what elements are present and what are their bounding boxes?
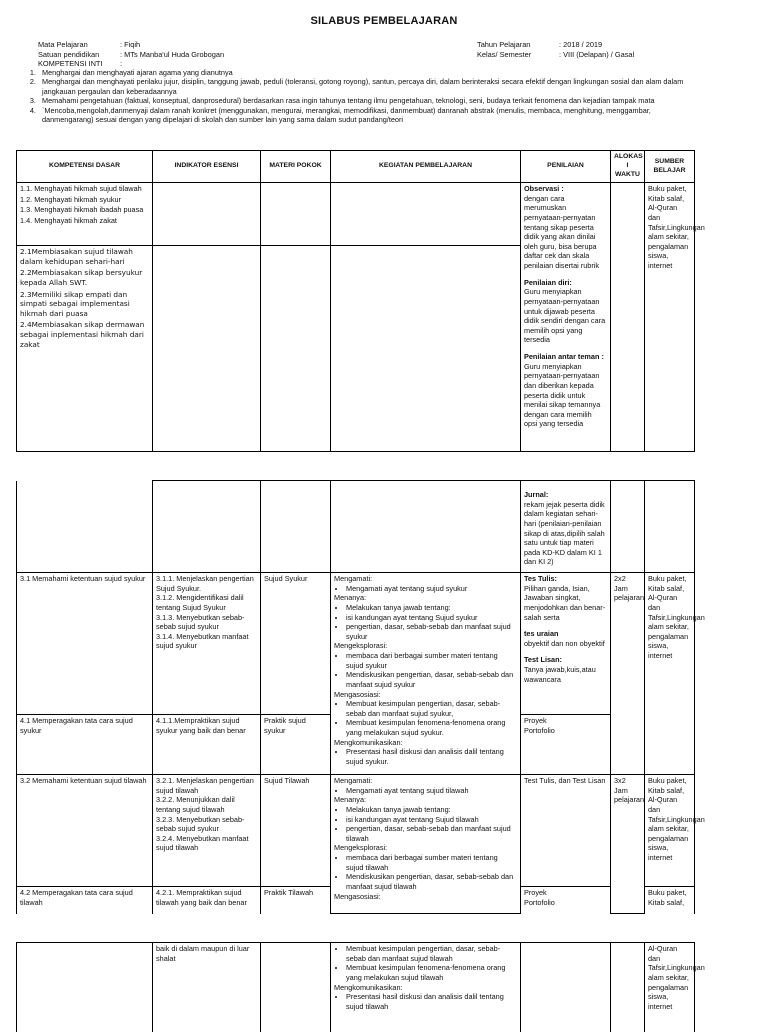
- ki-label: KOMPETENSI INTI: [38, 59, 120, 69]
- sumber-cell: Al-Quran dan Tafsir,Lingkungan alam sekitar, pengalaman siswa, internet: [645, 943, 695, 1032]
- penilaian-head: Penilaian antar teman :: [524, 352, 607, 362]
- materi-cell: Sujud Syukur: [261, 573, 331, 715]
- header-left: [38, 40, 224, 69]
- step-item: • Mendiskusikan pengertian, dasar, sebab-sebab dan manfaat sujud syukur: [346, 670, 517, 689]
- penilaian-body: dengan cara merumuskan pernyataan-pernyatan tentang sikap peserta didik yang akan dinilai oleh guru, bisa berupa daftar cek dan skala penilaian disertai rubrik: [524, 194, 607, 271]
- step-item: • membaca dari berbagai sumber materi tentang sujud tilawah: [346, 853, 517, 872]
- col-header-kegiatan: KEGIATAN PEMBELAJARAN: [331, 151, 521, 183]
- kd-item: 1.3. Menghayati hikmah ibadah puasa: [20, 205, 149, 215]
- year-label: Tahun Pelajaran: [477, 40, 559, 50]
- syllabus-table-1: [16, 150, 695, 452]
- kd-ki2-cell: [17, 246, 153, 452]
- penilaian-head: Penilaian diri:: [524, 278, 607, 288]
- kd-item: 2.1Membiasakan sujud tilawah dalam kehidupan sehari-hari: [20, 247, 149, 266]
- step-item: • pengertian, dasar, sebab-sebab dan manfaat sujud syukur: [346, 622, 517, 641]
- step-item: • isi kandungan ayat tentang Sujud syukur: [346, 613, 517, 623]
- step-item: • Melakukan tanya jawab tentang:: [346, 603, 517, 613]
- kegiatan-cell: [331, 183, 521, 246]
- step-label: Menanya:: [334, 795, 517, 805]
- penilaian-body: obyektif dan non obyektif: [524, 639, 607, 649]
- kompetensi-inti-list: [24, 68, 700, 125]
- step-label: Mengamati:: [334, 574, 517, 584]
- penilaian-cell: [521, 943, 611, 1032]
- col-header-penilaian: PENILAIAN: [521, 151, 611, 183]
- materi-cell: [261, 943, 331, 1032]
- kd-item: 2.3Memiliki sikap empati dan simpati sebagai implementasi hikmah dari puasa: [20, 290, 149, 319]
- penilaian-head: Test Lisan:: [524, 655, 607, 665]
- step-label: Mengasosiasi:: [334, 690, 517, 700]
- kd-cell: [17, 943, 153, 1032]
- sumber-cell: Buku paket, Kitab salaf, Al-Quran dan Tafsir,Lingkungan alam sekitar, pengalaman siswa, internet: [645, 183, 695, 452]
- alokasi-cell: [611, 481, 645, 573]
- page-title: SILABUS PEMBELAJARAN: [0, 14, 768, 28]
- col-header-kd: KOMPETENSI DASAR: [17, 151, 153, 183]
- step-item: • Membuat kesimpulan pengertian, dasar, sebab-sebab dan manfaat sujud tilawah: [346, 944, 517, 963]
- sumber-cell: Buku paket, Kitab salaf, Al-Quran dan Tafsir,Lingkungan alam sekitar, pengalaman siswa, internet: [645, 775, 695, 887]
- step-item: • Presentasi hasil diskusi dan analisis dalil tentang sujud syukur.: [346, 747, 517, 766]
- materi-cell: [261, 481, 331, 573]
- materi-cell: Praktik Tilawah: [261, 887, 331, 914]
- kegiatan-cell: [331, 775, 521, 914]
- ki-item: 1. Menghargai dan menghayati ajaran agama yang dianutnya: [38, 68, 700, 77]
- ki-item: 2. Menghargai dan menghayati perilaku jujur, disiplin, tanggung jawab, peduli (toleransi, gotong royong), santun, percaya diri, dalam berinteraksi secara efektif dengan lingkungan sosial dan alam dalam jangkauan pergaulan dan keberadaannya: [38, 77, 700, 96]
- kd-item: 1.4. Menghayati hikmah zakat: [20, 216, 149, 226]
- materi-cell: Praktik sujud syukur: [261, 715, 331, 775]
- kd-cell: 3.2 Memahami ketentuan sujud tilawah: [17, 775, 153, 887]
- step-label: Mengamati:: [334, 776, 517, 786]
- ki-value: :: [120, 59, 224, 69]
- step-item: • Melakukan tanya jawab tentang:: [346, 805, 517, 815]
- materi-cell: [261, 246, 331, 452]
- indikator-cell: 3.1.1. Menjelaskan pengertian Sujud Syukur. 3.1.2. Mengidentifikasi dalil tentang Sujud Syukur 3.1.3. Menyebutkan sebab-sebab sujud syukur 3.1.4. Menyebutkan manfaat sujud syukur: [153, 573, 261, 715]
- header-right: [477, 40, 634, 59]
- kd-cell: 3.1 Memahami ketentuan sujud syukur: [17, 573, 153, 715]
- penilaian-head: Tes Tulis:: [524, 574, 607, 584]
- penilaian-cell: Proyek Portofolio: [521, 887, 611, 914]
- school-label: Satuan pendidikan: [38, 50, 120, 60]
- indikator-cell: 4.2.1. Mempraktikan sujud tilawah yang baik dan benar: [153, 887, 261, 914]
- indikator-cell: [153, 183, 261, 246]
- alokasi-cell: 2x2 Jam pelajaran: [611, 573, 645, 775]
- step-item: • Mendiskusikan pengertian, dasar, sebab-sebab dan manfaat sujud tilawah: [346, 872, 517, 891]
- kd-ki1-cell: [17, 183, 153, 246]
- penilaian-head: tes uraian: [524, 629, 607, 639]
- step-label: Mengeksplorasi:: [334, 843, 517, 853]
- ki-item: 3. Memahami pengetahuan (faktual, konseptual, danprosedural) berdasarkan rasa ingin tahunya tentang ilmu pengetahuan, teknologi, seni, budaya terkait fenomena dan kejadian tampak mata: [38, 96, 700, 105]
- step-item: • membaca dari berbagai sumber materi tentang sujud syukur: [346, 651, 517, 670]
- kd-item: 1.1. Menghayati hikmah sujud tilawah: [20, 184, 149, 194]
- penilaian-head: Observasi :: [524, 184, 607, 194]
- step-item: • pengertian, dasar, sebab-sebab dan manfaat sujud tilawah: [346, 824, 517, 843]
- col-header-alokasi: ALOKAS I WAKTU: [611, 151, 645, 183]
- step-item: • Membuat kesimpulan fenomena-fenomena orang yang melakukan sujud tilawah: [346, 963, 517, 982]
- penilaian-sikap-cell: [521, 183, 611, 452]
- indikator-cell: 3.2.1. Menjelaskan pengertian sujud tilawah 3.2.2. Menunjukkan dalil tentang sujud tilawah 3.2.3. Menyebutkan sebab-sebab sujud syukur 3.2.4. Menyebutkan manfaat sujud tilawah: [153, 775, 261, 887]
- alokasi-cell: [611, 943, 645, 1032]
- year-value: : 2018 / 2019: [559, 40, 634, 50]
- materi-cell: [261, 183, 331, 246]
- sumber-cell: Buku paket, Kitab salaf, Al-Quran dan Tafsir,Lingkungan alam sekitar, pengalaman siswa, internet: [645, 573, 695, 775]
- sumber-cell: Buku paket, Kitab salaf,: [645, 887, 695, 914]
- step-item: • Mengamati ayat tentang sujud tilawah: [346, 786, 517, 796]
- penilaian-body: Guru menyiapkan pernyataan-pernyataan untuk dijawab peserta didik sendiri dengan cara memilih opsi yang tersedia: [524, 287, 607, 345]
- kd-cell: [17, 481, 153, 573]
- step-label: Mengeksplorasi:: [334, 641, 517, 651]
- kegiatan-cell: [331, 943, 521, 1032]
- penilaian-body: Pilihan ganda, Isian, Jawaban singkat, menjodohkan dan benar-salah serta: [524, 584, 607, 623]
- col-header-sumber: SUMBER BELAJAR: [645, 151, 695, 183]
- kegiatan-cell: [331, 481, 521, 573]
- materi-cell: Sujud Tilawah: [261, 775, 331, 887]
- penilaian-body: Tanya jawab,kuis,atau wawancara: [524, 665, 607, 684]
- col-header-materi: MATERI POKOK: [261, 151, 331, 183]
- step-item: • Presentasi hasil diskusi dan analisis dalil tentang sujud tilawah: [346, 992, 517, 1011]
- penilaian-jurnal-cell: [521, 481, 611, 573]
- alokasi-cell: 3x2 Jam pelajaran: [611, 775, 645, 914]
- penilaian-cell: Test Tulis, dan Test Lisan: [521, 775, 611, 887]
- step-item: • Membuat kesimpulan pengertian, dasar, sebab-sebab dan manfaat sujud syukur,: [346, 699, 517, 718]
- alokasi-cell: [611, 183, 645, 452]
- step-label: Mengasosiasi:: [334, 892, 517, 902]
- step-label: Menanya:: [334, 593, 517, 603]
- indikator-cell: [153, 246, 261, 452]
- class-label: Kelas/ Semester: [477, 50, 559, 60]
- kd-cell: 4.1 Memperagakan tata cara sujud syukur: [17, 715, 153, 775]
- step-label: Mengkomunikasikan:: [334, 983, 517, 993]
- sumber-cell: [645, 481, 695, 573]
- class-value: : VIII (Delapan) / Gasal: [559, 50, 634, 60]
- penilaian-head: Jurnal:: [524, 490, 607, 500]
- indikator-cell: [153, 481, 261, 573]
- step-item: • isi kandungan ayat tentang Sujud tilawah: [346, 815, 517, 825]
- kd-item: 1.2. Menghayati hikmah syukur: [20, 195, 149, 205]
- penilaian-cell: [521, 573, 611, 715]
- subject-value: : Fiqih: [120, 40, 224, 50]
- kd-cell: 4.2 Memperagakan tata cara sujud tilawah: [17, 887, 153, 914]
- kd-item: 2.4Membiasakan sikap dermawan sebagai inplementasi hikmah dari zakat: [20, 320, 149, 349]
- syllabus-table-2: [16, 480, 695, 914]
- kegiatan-cell: [331, 573, 521, 775]
- penilaian-cell: Proyek Portofolio: [521, 715, 611, 775]
- col-header-indikator: INDIKATOR ESENSI: [153, 151, 261, 183]
- penilaian-body: Guru menyiapkan pernyataan-pernyataan dan diberikan kepada peserta didik untuk menilai sikap temannya dengan cara memilih opsi yang tersedia: [524, 362, 607, 429]
- school-value: : MTs Manba'ul Huda Grobogan: [120, 50, 224, 60]
- indikator-cell: baik di dalam maupun di luar shalat: [153, 943, 261, 1032]
- kd-item: 2.2Membiasakan sikap bersyukur kepada Allah SWT.: [20, 268, 149, 287]
- subject-label: Mata Pelajaran: [38, 40, 120, 50]
- step-item: • Membuat kesimpulan fenomena-fenomena orang yang melakukan sujud syukur.: [346, 718, 517, 737]
- syllabus-table-3: [16, 942, 695, 1032]
- indikator-cell: 4.1.1.Mempraktikan sujud syukur yang baik dan benar: [153, 715, 261, 775]
- step-item: • Mengamati ayat tentang sujud syukur: [346, 584, 517, 594]
- kegiatan-cell: [331, 246, 521, 452]
- ki-item: 4. `Mencoba,mengolah,danmenyaji dalam ranah konkret (menggunakan, mengurai, merangkai, memodifikasi, danmembuat) danranah abstrak (menulis, membaca, menghitung, menggambar, danmengarang) sesuai dengan yang dipelajari di skolah dan sumber lain yang sama dalam sudut pandang/teori: [38, 106, 700, 125]
- penilaian-body: rekam jejak peserta didik dalam kegiatan sehari-hari (penilaian-penilaian sikap di atas,dipilih salah satu untuk tiap materi pada KD-KD dalam KI 1 dan KI 2): [524, 500, 607, 567]
- step-label: Mengkomunikasikan:: [334, 738, 517, 748]
